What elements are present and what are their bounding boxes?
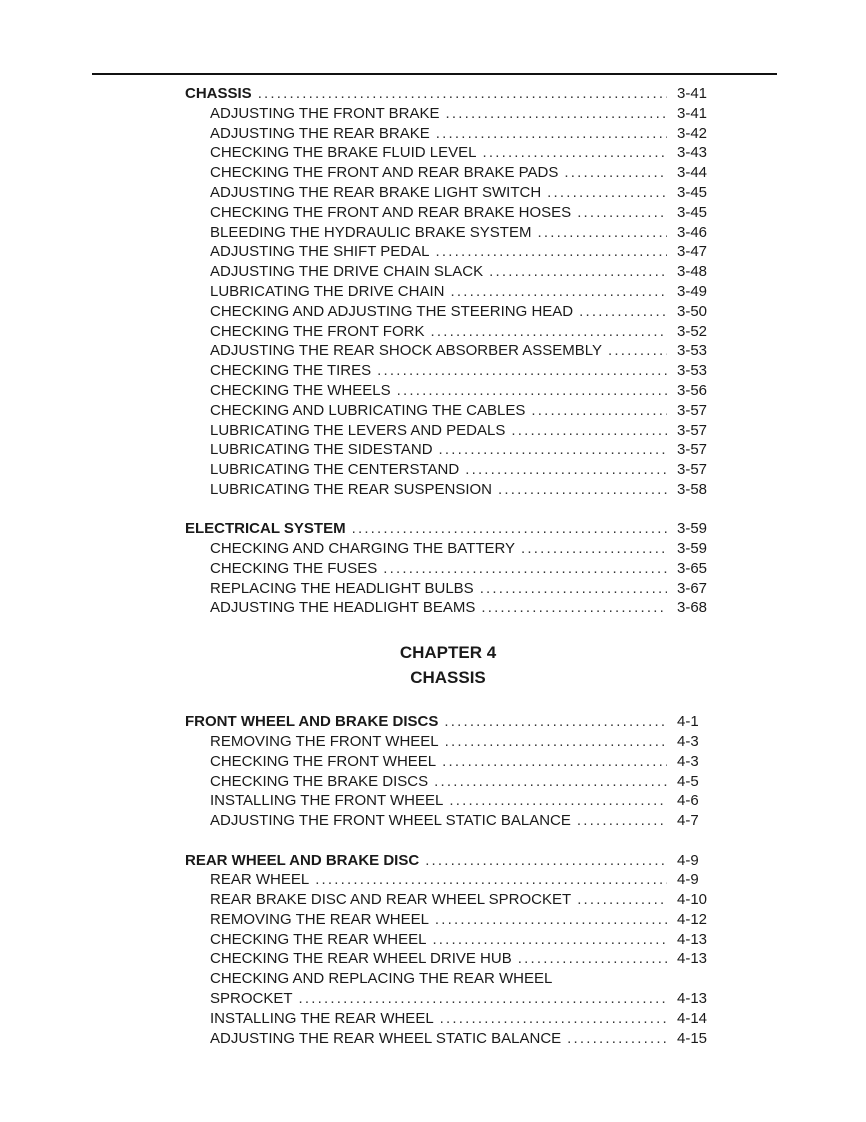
toc-entry-page: 3-45 [677, 183, 708, 201]
dot-leader [482, 143, 667, 163]
dot-leader [449, 791, 667, 811]
toc-entry[interactable] [185, 401, 711, 421]
toc-entry-page: 3-46 [677, 223, 708, 241]
toc-entry[interactable] [185, 460, 711, 480]
toc-entry-title: CHECKING THE WHEELS [210, 381, 391, 399]
toc-entry-title: REAR WHEEL [210, 871, 310, 889]
chapter-name: CHASSIS [410, 668, 486, 688]
toc-entry-title: ADJUSTING THE DRIVE CHAIN SLACK [210, 263, 484, 281]
toc-entry-page: 4-7 [677, 812, 699, 830]
top-rule [92, 73, 777, 75]
toc-entry[interactable] [185, 1029, 711, 1049]
toc-entry-page: 4-13 [677, 930, 708, 948]
dot-leader [445, 104, 667, 124]
toc-entry-title: REPLACING THE HEADLIGHT BULBS [210, 579, 474, 597]
chapter-number: CHAPTER 4 [399, 643, 497, 663]
toc-entry-title: ADJUSTING THE REAR SHOCK ABSORBER ASSEMBLY [210, 342, 603, 360]
toc-entry-title: CHECKING THE BRAKE FLUID LEVEL [210, 144, 477, 162]
toc-entry[interactable] [185, 163, 711, 183]
toc-entry-title: ADJUSTING THE FRONT BRAKE [210, 104, 440, 122]
toc-heading-title: REAR WHEEL AND BRAKE DISC [185, 851, 420, 869]
toc-entry[interactable] [185, 302, 711, 322]
toc-entry-page: 4-3 [677, 752, 699, 770]
toc-entry-title: ADJUSTING THE FRONT WHEEL STATIC BALANCE [210, 812, 571, 830]
toc-entry-page: 3-67 [677, 579, 708, 597]
toc-entry-page: 3-57 [677, 441, 708, 459]
dot-leader [440, 1009, 667, 1029]
toc-section-front-wheel [185, 712, 711, 831]
toc-entry-title: BLEEDING THE HYDRAULIC BRAKE SYSTEM [210, 223, 532, 241]
toc-entry-page: 4-5 [677, 772, 699, 790]
chapter-heading [185, 640, 711, 690]
toc-entry[interactable] [185, 223, 711, 243]
toc-entry[interactable] [185, 811, 711, 831]
toc-entry-title: ADJUSTING THE HEADLIGHT BEAMS [210, 599, 476, 617]
dot-leader [481, 598, 667, 618]
dot-leader [434, 772, 667, 792]
toc-entry-page: 4-14 [677, 1009, 708, 1027]
dot-leader [383, 559, 667, 579]
toc-entry-title: CHECKING THE REAR WHEEL [210, 930, 427, 948]
dot-leader [537, 223, 667, 243]
toc-entry-page: 3-57 [677, 421, 708, 439]
toc-entry-title: CHECKING THE FRONT AND REAR BRAKE HOSES [210, 203, 572, 221]
toc-entry-title: INSTALLING THE FRONT WHEEL [210, 792, 444, 810]
dot-leader [315, 870, 667, 890]
dot-leader [445, 732, 667, 752]
dot-leader [547, 183, 667, 203]
dot-leader [498, 480, 667, 500]
toc-entry[interactable] [185, 381, 711, 401]
toc-entry-title: CHECKING AND ADJUSTING THE STEERING HEAD [210, 302, 574, 320]
dot-leader [531, 401, 667, 421]
toc-entry[interactable] [185, 440, 711, 460]
toc-entry[interactable] [185, 262, 711, 282]
toc-heading-title: FRONT WHEEL AND BRAKE DISCS [185, 713, 439, 731]
toc-entry-title: CHECKING THE FRONT WHEEL [210, 752, 437, 770]
toc-entry-page: 3-53 [677, 362, 708, 380]
toc-entry[interactable] [185, 772, 711, 792]
toc-entry-title: LUBRICATING THE LEVERS AND PEDALS [210, 421, 506, 439]
toc-entry[interactable] [185, 341, 711, 361]
toc-entry[interactable] [185, 361, 711, 381]
dot-leader [258, 84, 667, 104]
dot-leader [432, 930, 667, 950]
toc-entry[interactable] [185, 732, 711, 752]
toc-entry[interactable] [185, 598, 711, 618]
toc-entry[interactable] [185, 143, 711, 163]
toc-entry-title: REMOVING THE REAR WHEEL [210, 910, 429, 928]
toc-entry-title: CHECKING AND LUBRICATING THE CABLES [210, 401, 526, 419]
toc-entry-page: 4-12 [677, 910, 708, 928]
toc-heading-page: 3-59 [677, 520, 708, 538]
dot-leader [579, 302, 667, 322]
toc-entry-page: 4-3 [677, 733, 699, 751]
toc-entry-page: 4-13 [677, 950, 708, 968]
toc-entry-title: LUBRICATING THE SIDESTAND [210, 441, 433, 459]
toc-heading-page: 3-41 [677, 85, 708, 102]
toc-entry-page: 3-59 [677, 540, 708, 558]
toc-entry-page: 3-44 [677, 164, 708, 182]
dot-leader [352, 519, 667, 539]
toc-heading-title: ELECTRICAL SYSTEM [185, 520, 346, 538]
toc-entry-title: LUBRICATING THE REAR SUSPENSION [210, 480, 492, 498]
toc-entry-title: LUBRICATING THE CENTERSTAND [210, 461, 460, 479]
toc-entry[interactable] [185, 870, 711, 890]
dot-leader [442, 752, 667, 772]
toc-entry-page: 3-48 [677, 263, 708, 281]
toc-entry-title: CHECKING THE BRAKE DISCS [210, 772, 429, 790]
toc-entry[interactable] [185, 949, 711, 969]
toc-entry[interactable] [185, 480, 711, 500]
toc-entry[interactable] [185, 890, 711, 910]
toc-heading-page: 4-1 [677, 713, 699, 731]
toc-entry[interactable] [185, 104, 711, 124]
dot-leader [521, 539, 667, 559]
toc-entry-title: CHECKING THE FRONT FORK [210, 322, 425, 340]
toc-entry[interactable] [185, 421, 711, 441]
dot-leader [577, 203, 667, 223]
dot-leader [450, 282, 667, 302]
toc-entry[interactable] [185, 752, 711, 772]
dot-leader [465, 460, 667, 480]
dot-leader [436, 124, 667, 144]
toc-heading[interactable] [185, 851, 711, 871]
toc-entry[interactable] [185, 242, 711, 262]
toc-entry-page: 3-58 [677, 480, 708, 498]
dot-leader [480, 579, 667, 599]
dot-leader [425, 851, 667, 871]
toc-entry-title: ADJUSTING THE REAR BRAKE LIGHT SWITCH [210, 183, 542, 201]
toc-entry-page: 4-9 [677, 871, 699, 889]
toc-entry[interactable] [185, 539, 711, 559]
toc-entry-continued[interactable] [185, 969, 711, 989]
dot-leader [439, 440, 667, 460]
toc-entry-page: 3-45 [677, 203, 708, 221]
toc-entry[interactable] [185, 1009, 711, 1029]
toc-entry-title: CHECKING THE TIRES [210, 362, 372, 380]
dot-leader [377, 361, 667, 381]
dot-leader [577, 890, 667, 910]
toc-entry[interactable] [185, 910, 711, 930]
toc-entry[interactable] [185, 183, 711, 203]
toc-entry-title: ADJUSTING THE REAR WHEEL STATIC BALANCE [210, 1029, 562, 1047]
toc-entry[interactable] [185, 930, 711, 950]
toc-entry-page: 4-15 [677, 1029, 708, 1047]
toc-entry-page: 4-6 [677, 792, 699, 810]
toc-entry-page: 4-13 [677, 990, 708, 1008]
toc-entry-title: ADJUSTING THE REAR BRAKE [210, 124, 430, 142]
toc-entry-title: CHECKING AND CHARGING THE BATTERY [210, 540, 516, 558]
toc-section-chassis [185, 84, 711, 500]
toc-entry-page: 3-57 [677, 461, 708, 479]
toc-entry-page: 3-41 [677, 104, 708, 122]
toc-entry[interactable] [185, 579, 711, 599]
toc-entry-page: 3-68 [677, 599, 708, 617]
toc-entry-title: CHECKING THE FUSES [210, 559, 378, 577]
dot-leader [511, 421, 667, 441]
toc-entry[interactable] [185, 791, 711, 811]
toc-entry-page: 3-52 [677, 322, 708, 340]
toc-entry-page: 4-10 [677, 891, 708, 909]
toc-entry-page: 3-50 [677, 302, 708, 320]
toc-heading-title: CHASSIS [185, 85, 252, 102]
toc-entry-title: REAR BRAKE DISC AND REAR WHEEL SPROCKET [210, 891, 572, 909]
toc-section-rear-wheel [185, 851, 711, 1049]
dot-leader [577, 811, 667, 831]
table-of-contents [185, 84, 711, 1048]
toc-entry-title: SPROCKET [210, 990, 293, 1008]
dot-leader [436, 242, 668, 262]
toc-heading[interactable] [185, 84, 711, 104]
toc-entry[interactable] [185, 322, 711, 342]
toc-entry[interactable] [185, 282, 711, 302]
dot-leader [430, 322, 667, 342]
toc-heading[interactable] [185, 519, 711, 539]
toc-entry[interactable] [185, 989, 711, 1009]
toc-entry[interactable] [185, 203, 711, 223]
dot-leader [608, 341, 667, 361]
dot-leader [299, 989, 667, 1009]
toc-entry-page: 3-43 [677, 144, 708, 162]
toc-entry-title: LUBRICATING THE DRIVE CHAIN [210, 282, 445, 300]
toc-entry-page: 3-53 [677, 342, 708, 360]
dot-leader [518, 949, 667, 969]
dot-leader [397, 381, 667, 401]
toc-entry-title: CHECKING AND REPLACING THE REAR WHEEL [210, 970, 553, 988]
toc-entry-page: 3-49 [677, 282, 708, 300]
toc-entry-page: 3-47 [677, 243, 708, 261]
toc-section-electrical-system [185, 519, 711, 618]
toc-entry[interactable] [185, 124, 711, 144]
dot-leader [489, 262, 667, 282]
dot-leader [564, 163, 667, 183]
toc-entry-title: ADJUSTING THE SHIFT PEDAL [210, 243, 430, 261]
toc-entry-page: 3-65 [677, 559, 708, 577]
toc-entry-page: 3-42 [677, 124, 708, 142]
toc-entry-title: CHECKING THE FRONT AND REAR BRAKE PADS [210, 164, 559, 182]
toc-heading[interactable] [185, 712, 711, 732]
toc-entry-page: 3-56 [677, 381, 708, 399]
dot-leader [435, 910, 667, 930]
toc-heading-page: 4-9 [677, 851, 699, 869]
toc-entry-title: REMOVING THE FRONT WHEEL [210, 733, 439, 751]
toc-entry[interactable] [185, 559, 711, 579]
dot-leader [567, 1029, 667, 1049]
toc-entry-title: INSTALLING THE REAR WHEEL [210, 1009, 434, 1027]
toc-entry-page: 3-57 [677, 401, 708, 419]
dot-leader [444, 712, 667, 732]
toc-entry-title: CHECKING THE REAR WHEEL DRIVE HUB [210, 950, 512, 968]
